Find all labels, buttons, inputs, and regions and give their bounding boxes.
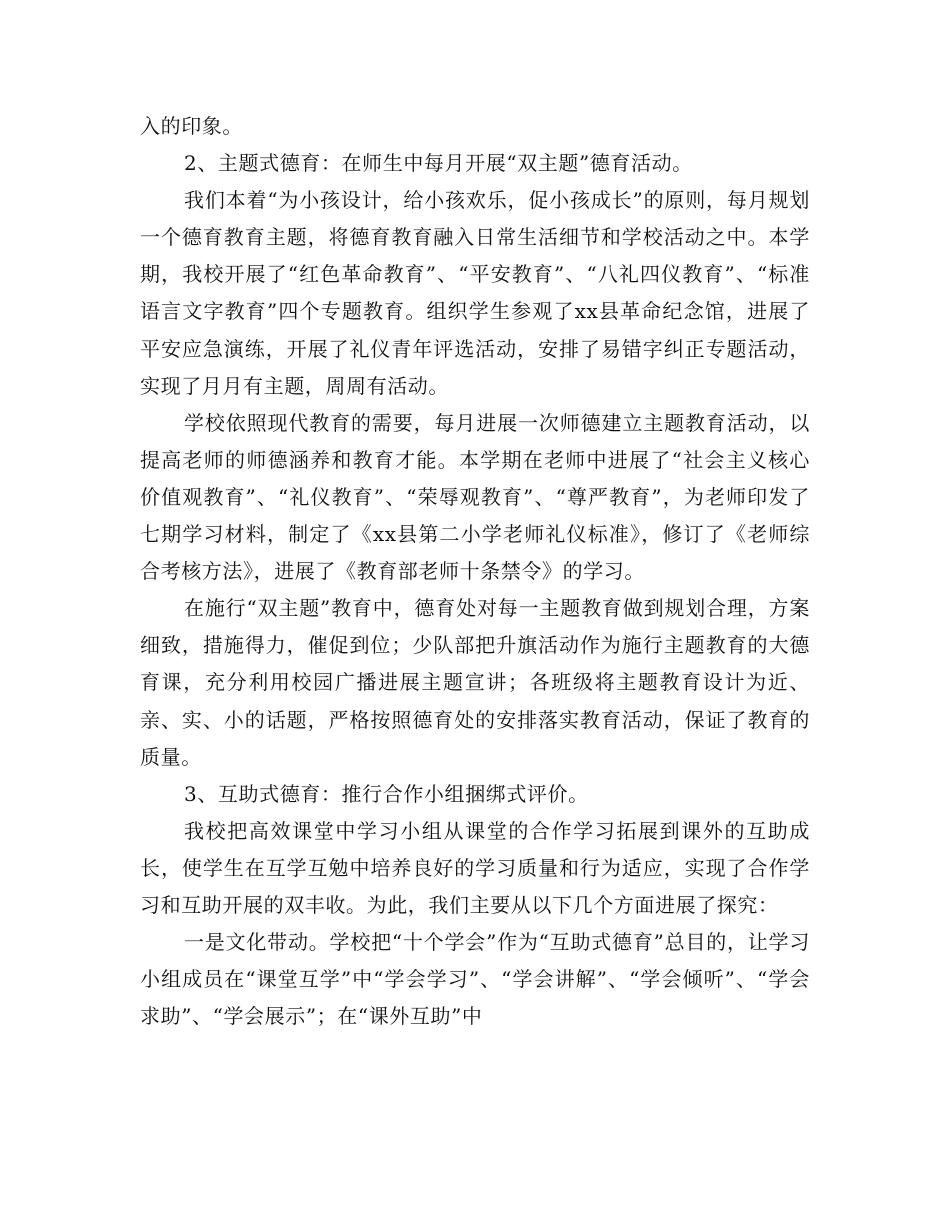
paragraph-continuation: 入的印象。 [140, 114, 243, 138]
paragraph: 我们本着“为小孩设计，给小孩欢乐，促小孩成长”的原则，每月规划一个德育教育主题，将德育教育融入日常生活细节和学校活动之中。本学期，我校开展了“红色革命教育”、“平安教育”、“八礼四仪教育”、“标准语言文字教育”四个专题教育。组织学生参观了xx县革命纪念馆，进展了平安应急演练，开展了礼仪青年评选活动，安排了易错字纠正专题活动，实现了月月有主题，周周有活动。 [140, 188, 810, 398]
paragraph-heading-2: 2、主题式德育：在师生中每月开展“双主题”德育活动。 [184, 151, 693, 176]
paragraph: 在施行“双主题”教育中，德育处对每一主题教育做到规划合理，方案细致，措施得力，催促到位；少队部把升旗活动作为施行主题教育的大德育课，充分利用校园广播进展主题宣讲；各班级将主题教育设计为近、亲、实、小的话题，严格按照德育处的安排落实教育活动，保证了教育的质量。 [140, 596, 810, 769]
paragraph: 一是文化带动。学校把“十个学会”作为“互助式德育”总目的，让学习小组成员在“课堂互学”中“学会学习”、“学会讲解”、“学会倾听”、“学会求助”、“学会展示”；在“课外互助”中 [140, 930, 810, 1029]
paragraph: 我校把高效课堂中学习小组从课堂的合作学习拓展到课外的互助成长，使学生在互学互勉中培养良好的学习质量和行为适应，实现了合作学习和互助开展的双丰收。为此，我们主要从以下几个方面进展了探究： [140, 818, 810, 917]
document-body [140, 108, 810, 1035]
paragraph-heading-3: 3、互助式德育：推行合作小组捆绑式评价。 [184, 781, 589, 806]
paragraph: 学校依照现代教育的需要，每月进展一次师德建立主题教育活动，以提高老师的师德涵养和教育才能。本学期在老师中进展了“社会主义核心价值观教育”、“礼仪教育”、“荣辱观教育”、“尊严教育”，为老师印发了七期学习材料，制定了《xx县第二小学老师礼仪标准》，修订了《老师综合考核方法》，进展了《教育部老师十条禁令》的学习。 [140, 410, 810, 584]
